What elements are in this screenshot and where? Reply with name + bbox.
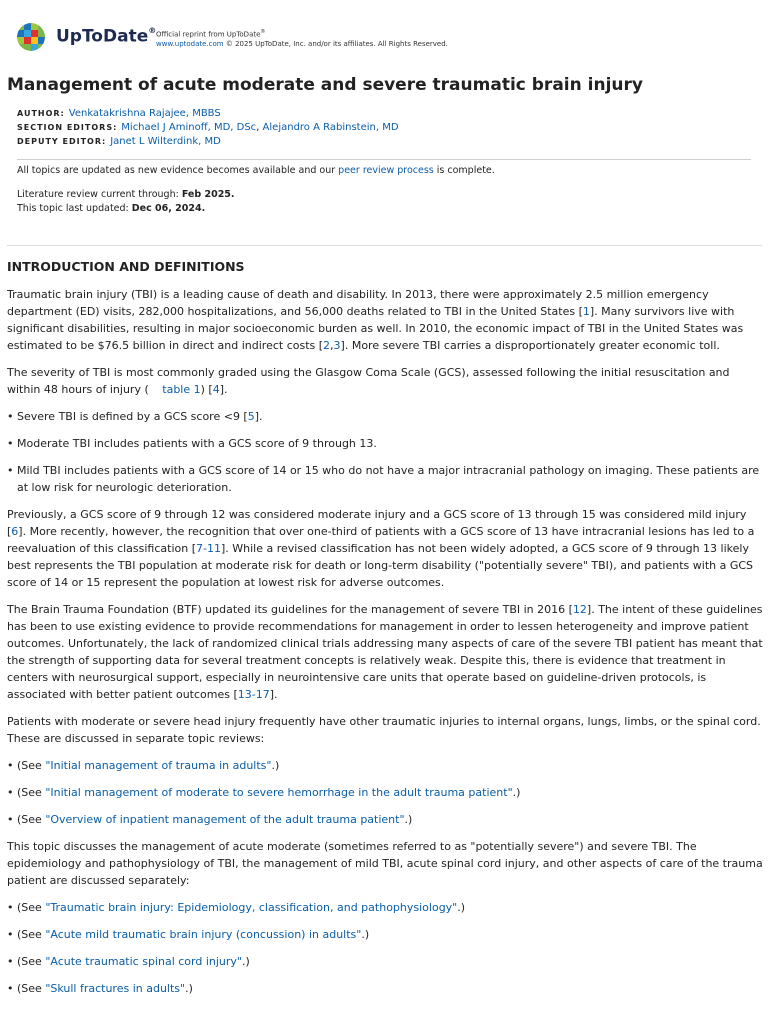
site-header <box>0 0 768 66</box>
topic-link[interactable]: "Skull fractures in adults" <box>45 982 186 995</box>
topic-link[interactable]: "Initial management of moderate to severe hemorrhage in the adult trauma patient" <box>45 786 513 799</box>
paragraph: Previously, a GCS score of 9 through 12 was considered moderate injury and a GCS score of 13 through 15 was considered mild injury [6]. More recently, however, the recognition that over one-third of patients with a GCS score of 13 have intracranial lesions has led to a reevaluation of this classification [7-11]. While a revised classification has not been widely adopted, a GCS score of 9 through 13 likely best represents the TBI population at moderate risk for death or long-term disability ("potentially severe" TBI), and patients with a GCS score of 14 or 15 represent the population at lowest risk for adverse outcomes. <box>7 508 755 589</box>
paragraph: Patients with moderate or severe head injury frequently have other traumatic injuries to internal organs, lungs, limbs, or the spinal cord. These are discussed in separate topic reviews: <box>7 715 761 745</box>
peer-review-link[interactable]: peer review process <box>338 165 434 176</box>
bullet-icon: • <box>7 437 14 450</box>
reference-link[interactable]: 13-17 <box>237 688 270 701</box>
uptodate-logo-icon <box>17 23 45 51</box>
list-item: • (See "Initial management of trauma in adults".) <box>7 759 280 772</box>
bullet-icon: • <box>7 759 14 772</box>
list-item: • (See "Acute mild traumatic brain injury (concussion) in adults".) <box>7 928 370 941</box>
reference-link[interactable]: 5 <box>247 410 255 423</box>
section-editor-link[interactable]: Alejandro A Rabinstein, MD <box>262 122 399 133</box>
reference-link[interactable]: 7-11 <box>196 542 221 555</box>
divider <box>17 159 751 160</box>
section-editor-link[interactable]: Michael J Aminoff, MD, DSc <box>121 122 257 133</box>
table-link[interactable]: table 1 <box>162 383 201 396</box>
bullet-icon: • <box>7 901 14 914</box>
update-note: All topics are updated as new evidence becomes available and our peer review process is complete. <box>17 165 495 176</box>
bullet-icon: • <box>7 464 14 477</box>
topic-link[interactable]: "Overview of inpatient management of the adult trauma patient" <box>45 813 405 826</box>
reference-link[interactable]: 4 <box>212 383 220 396</box>
divider <box>7 245 762 246</box>
list-item: • (See "Skull fractures in adults".) <box>7 982 193 995</box>
brand-name: UpToDate® <box>56 26 157 47</box>
literature-review-info: Literature review current through: Feb 2025. This topic last updated: Dec 06, 2024. <box>17 189 235 214</box>
topic-link[interactable]: "Acute traumatic spinal cord injury" <box>45 955 242 968</box>
uptodate-site-link[interactable]: www.uptodate.com <box>156 40 224 49</box>
topic-link[interactable]: "Initial management of trauma in adults" <box>45 759 272 772</box>
bullet-icon: • <box>7 955 14 968</box>
list-item: • Moderate TBI includes patients with a GCS score of 9 through 13. <box>7 437 377 450</box>
list-item: • Severe TBI is defined by a GCS score <9 [5]. <box>7 410 263 423</box>
topic-content <box>7 258 763 1007</box>
reference-link[interactable]: 12 <box>572 603 587 616</box>
bullet-icon: • <box>7 928 14 941</box>
section-heading: INTRODUCTION AND DEFINITIONS <box>7 259 245 274</box>
topic-link[interactable]: "Acute mild traumatic brain injury (concussion) in adults" <box>45 928 362 941</box>
deputy-editor-link[interactable]: Janet L Wilterdink, MD <box>110 136 221 147</box>
list-item: • (See "Initial management of moderate to severe hemorrhage in the adult trauma patient".) <box>7 786 521 799</box>
reference-link[interactable]: 2 <box>323 339 331 352</box>
list-item: • (See "Acute traumatic spinal cord injury".) <box>7 955 250 968</box>
reference-link[interactable]: 6 <box>11 525 19 538</box>
bullet-icon: • <box>7 786 14 799</box>
bullet-icon: • <box>7 813 14 826</box>
reference-link[interactable]: 1 <box>582 305 590 318</box>
topic-link[interactable]: "Traumatic brain injury: Epidemiology, classification, and pathophysiology" <box>45 901 458 914</box>
bullet-icon: • <box>7 410 14 423</box>
page-title: Management of acute moderate and severe traumatic brain injury <box>7 75 643 95</box>
list-item: • (See "Overview of inpatient management of the adult trauma patient".) <box>7 813 413 826</box>
paragraph: This topic discusses the management of acute moderate (sometimes referred to as "potentially severe") and severe TBI. The epidemiology and pathophysiology of TBI, the management of mild TBI, acute spinal cord injury, and other aspects of care of the trauma patient are discussed separately: <box>7 840 763 887</box>
paragraph: The Brain Trauma Foundation (BTF) updated its guidelines for the management of severe TBI in 2016 [12]. The intent of these guidelines has been to use existing evidence to provide recommendations for management in order to lessen heterogeneity and improve patient outcomes. Unfortunately, the lack of randomized clinical trials addressing many aspects of care of the severe TBI patient has meant that the strength of supporting data for several treatment concepts is relatively weak. Despite this, there is evidence that treatment in centers with neurosurgical support, especially in neurointensive care units that operate based on guideline-driven protocols, is associated with better patient outcomes [13-17]. <box>7 603 763 701</box>
topic-credits: AUTHOR: Venkatakrishna Rajajee, MBBS SECTION EDITORS: Michael J Aminoff, MD, DSc, Alejandro A Rabinstein, MD DEPUTY EDITOR: Janet L Wilterdink, MD <box>17 108 399 147</box>
paragraph: The severity of TBI is most commonly graded using the Glasgow Coma Scale (GCS), assessed following the initial resuscitation and within 48 hours of injury ( table 1) [4]. <box>7 366 730 396</box>
reprint-notice: Official reprint from UpToDate® www.uptodate.com © 2025 UpToDate, Inc. and/or its affiliates. All Rights Reserved. <box>156 29 448 49</box>
list-item: • (See "Traumatic brain injury: Epidemiology, classification, and pathophysiology".) <box>7 901 466 914</box>
paragraph: Traumatic brain injury (TBI) is a leading cause of death and disability. In 2013, there were approximately 2.5 million emergency department (ED) visits, 282,000 hospitalizations, and 56,000 deaths related to TBI in the United States [1]. Many survivors live with significant disabilities, resulting in major socioeconomic burden as well. In 2010, the economic impact of TBI in the United States was estimated to be $76.5 billion in direct and indirect costs [2,3]. More severe TBI carries a disproportionately greater economic toll. <box>7 288 744 352</box>
list-item: • Mild TBI includes patients with a GCS score of 14 or 15 who do not have a major intracranial pathology on imaging. These patients are at low risk for neurologic deterioration. <box>7 464 760 494</box>
bullet-icon: • <box>7 982 14 995</box>
reference-link[interactable]: 3 <box>333 339 341 352</box>
author-link[interactable]: Venkatakrishna Rajajee, MBBS <box>68 108 221 119</box>
